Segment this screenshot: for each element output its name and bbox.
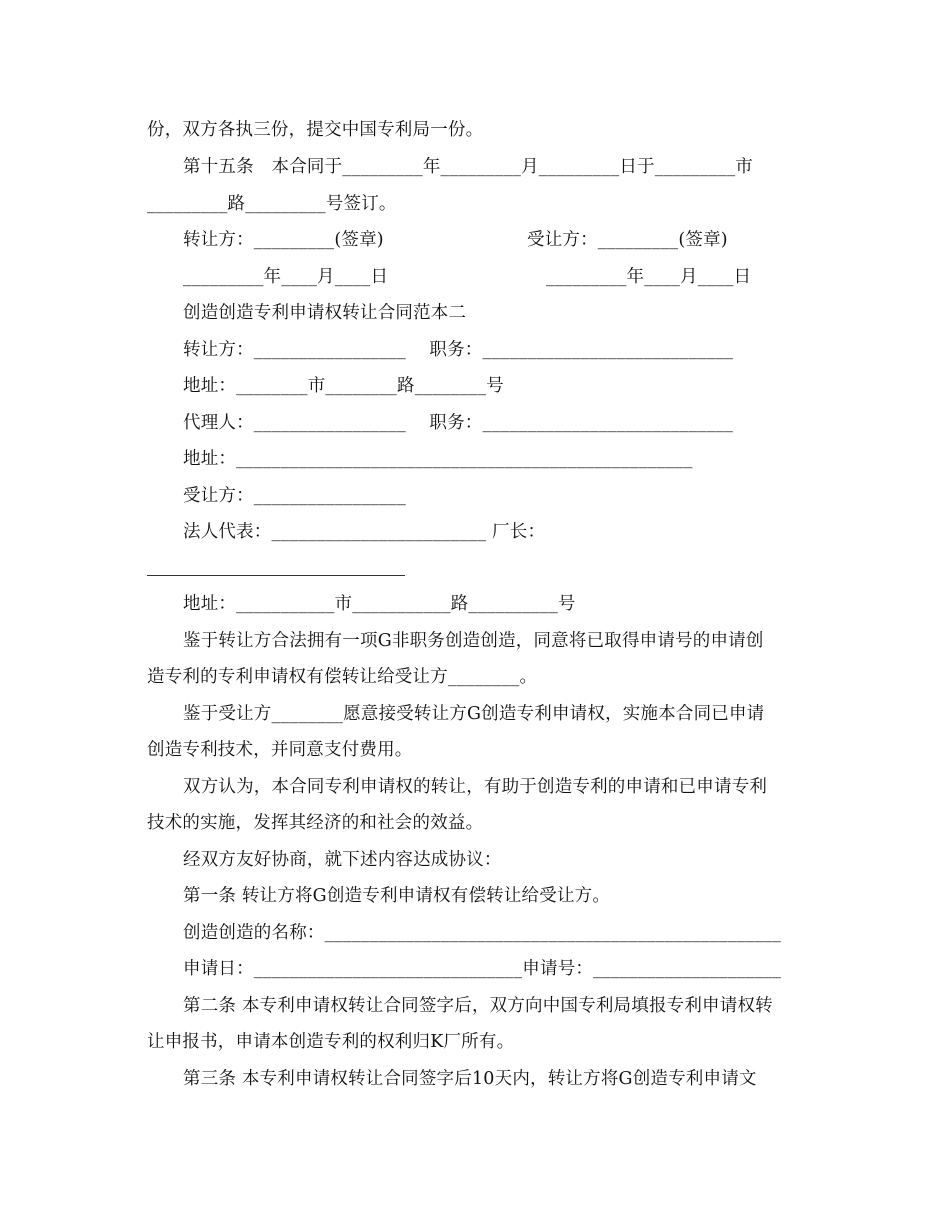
assignor-field: 转让方：_________________ 职务：____________________________ — [183, 340, 734, 360]
clause-3: 第三条 本专利申请权转让合同签字后10天内，转让方将G创造专利申请文 — [183, 1069, 757, 1089]
paragraph-line: 技术的实施，发挥其经济的和社会的效益。 — [147, 813, 484, 833]
invention-name-field: 创造创造的名称：___________________________________________________ — [183, 923, 782, 943]
clause-1: 第一条 转让方将G创造专利申请权有偿转让给受让方。 — [183, 886, 611, 906]
paragraph-line: 经双方友好协商，就下述内容达成协议： — [183, 850, 502, 870]
text-line: _________路_________号签订。 — [147, 194, 397, 214]
clause-2-cont: 让申报书，申请本创造专利的权利归K厂所有。 — [147, 1032, 515, 1052]
paragraph-line: 创造专利技术，并同意支付费用。 — [147, 740, 413, 760]
assignee-signature: 受让方：_________(签章) — [527, 230, 728, 250]
address-field: 地址：___________________________________________________ — [183, 449, 693, 469]
assignee-field: 受让方：_________________ — [183, 486, 406, 506]
agent-field: 代理人：_________________ 职务：____________________________ — [183, 413, 734, 433]
application-field: 申请日：______________________________申请号：_____________________ — [183, 959, 782, 979]
paragraph-line: 双方认为，本合同专利申请权的转让，有助于创造专利的申请和已申请专利 — [183, 777, 768, 797]
section-title: 创造创造专利申请权转让合同范本二 — [183, 303, 467, 323]
paragraph-line: 鉴于转让方合法拥有一项G非职务创造创造，同意将已取得申请号的申请创 — [183, 631, 764, 651]
address-field: 地址：________市________路________号 — [183, 376, 504, 396]
assignee-date: _________年____月____日 — [546, 267, 752, 287]
address-field: 地址：___________市___________路__________号 — [183, 594, 576, 614]
clause-15-line: 第十五条 本合同于_________年_________月_________日于_________市 — [183, 157, 753, 177]
blank-line — [147, 575, 405, 576]
paragraph-line: 造专利的专利申请权有偿转让给受让方________。 — [147, 667, 538, 687]
text-line: 份，双方各执三份，提交中国专利局一份。 — [147, 120, 484, 140]
legal-rep-field: 法人代表：________________________ 厂长： — [183, 522, 546, 542]
assignor-signature: 转让方：_________(签章) — [183, 230, 384, 250]
clause-2: 第二条 本专利申请权转让合同签字后，双方向中国专利局填报专利申请权转 — [183, 996, 773, 1016]
paragraph-line: 鉴于受让方________愿意接受转让方G创造专利申请权，实施本合同已申请 — [183, 704, 765, 724]
assignor-date: _________年____月____日 — [183, 267, 389, 287]
